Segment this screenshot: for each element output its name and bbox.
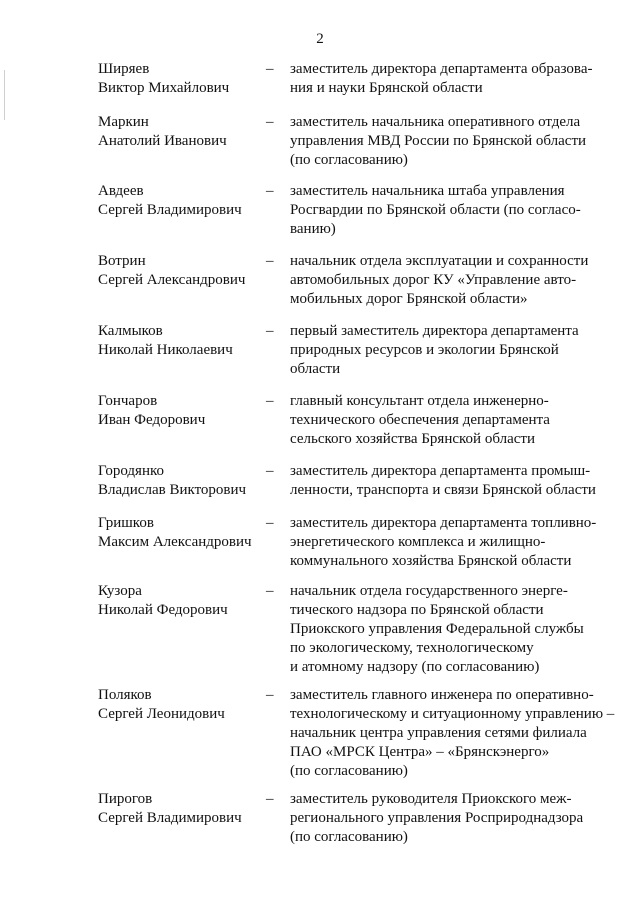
- member-given-name: Анатолий Иванович: [98, 133, 227, 149]
- member-given-name: Сергей Александрович: [98, 272, 246, 288]
- position-line: энергетического комплекса и жилищно-: [290, 534, 546, 550]
- member-position: [290, 790, 610, 847]
- separator-dash: –: [266, 393, 274, 409]
- member-surname: Гришков: [98, 515, 154, 531]
- member-name: [98, 322, 268, 360]
- separator-dash: –: [266, 687, 274, 703]
- position-line: Росгвардии по Брянской области (по согласо-: [290, 202, 581, 218]
- position-line: технического обеспечения департамента: [290, 412, 550, 428]
- position-line: заместитель начальника оперативного отдела: [290, 114, 581, 130]
- member-position: [290, 113, 610, 170]
- member-name: [98, 686, 268, 724]
- position-line: заместитель начальника штаба управления: [290, 183, 565, 199]
- position-line: главный консультант отдела инженерно-: [290, 393, 549, 409]
- member-name: [98, 113, 268, 151]
- member-given-name: Сергей Владимирович: [98, 810, 242, 826]
- separator-dash: –: [266, 323, 274, 339]
- member-surname: Калмыков: [98, 323, 163, 339]
- position-line: регионального управления Росприроднадзора: [290, 810, 584, 826]
- member-position: [290, 252, 610, 309]
- position-line: автомобильных дорог КУ «Управление авто-: [290, 272, 577, 288]
- member-surname: Вотрин: [98, 253, 146, 269]
- member-name: [98, 182, 268, 220]
- member-surname: Городянко: [98, 463, 165, 479]
- position-line: технологическому и ситуационному управлению –: [290, 706, 615, 722]
- position-line: начальник центра управления сетями филиала: [290, 725, 587, 741]
- member-given-name: Виктор Михайлович: [98, 80, 230, 96]
- position-line: коммунального хозяйства Брянской области: [290, 553, 572, 569]
- separator-dash: –: [266, 583, 274, 599]
- separator-dash: –: [266, 61, 274, 77]
- position-line: управления МВД России по Брянской области: [290, 133, 587, 149]
- member-surname: Пирогов: [98, 791, 153, 807]
- member-surname: Авдеев: [98, 183, 144, 199]
- member-name: [98, 462, 268, 500]
- position-line: (по согласованию): [290, 763, 408, 779]
- member-surname: Кузора: [98, 583, 142, 599]
- member-position: [290, 392, 610, 449]
- position-line: природных ресурсов и экологии Брянской: [290, 342, 559, 358]
- position-line: заместитель руководителя Приокского меж-: [290, 791, 572, 807]
- position-line: первый заместитель директора департамента: [290, 323, 579, 339]
- member-given-name: Максим Александрович: [98, 534, 252, 550]
- position-line: ния и науки Брянской области: [290, 80, 483, 96]
- page-number: 2: [316, 31, 324, 47]
- separator-dash: –: [266, 253, 274, 269]
- position-line: (по согласованию): [290, 829, 408, 845]
- position-line: тического надзора по Брянской области: [290, 602, 544, 618]
- position-line: мобильных дорог Брянской области»: [290, 291, 528, 307]
- member-name: [98, 252, 268, 290]
- position-line: ПАО «МРСК Центра» – «Брянскэнерго»: [290, 744, 550, 760]
- separator-dash: –: [266, 791, 274, 807]
- position-line: (по согласованию): [290, 152, 408, 168]
- member-given-name: Сергей Леонидович: [98, 706, 225, 722]
- member-given-name: Николай Федорович: [98, 602, 228, 618]
- position-line: Приокского управления Федеральной службы: [290, 621, 584, 637]
- position-line: и атомному надзору (по согласованию): [290, 659, 540, 675]
- member-position: [290, 182, 610, 239]
- member-position: [290, 686, 615, 781]
- position-line: ленности, транспорта и связи Брянской области: [290, 482, 596, 498]
- member-given-name: Иван Федорович: [98, 412, 206, 428]
- member-surname: Гончаров: [98, 393, 158, 409]
- separator-dash: –: [266, 114, 274, 130]
- member-surname: Маркин: [98, 114, 149, 130]
- member-surname: Ширяев: [98, 61, 150, 77]
- member-surname: Поляков: [98, 687, 152, 703]
- position-line: заместитель директора департамента образова-: [290, 61, 593, 77]
- member-name: [98, 514, 268, 552]
- member-given-name: Сергей Владимирович: [98, 202, 242, 218]
- member-position: [290, 514, 610, 571]
- separator-dash: –: [266, 515, 274, 531]
- member-name: [98, 60, 268, 98]
- position-line: заместитель директора департамента топливно-: [290, 515, 597, 531]
- separator-dash: –: [266, 183, 274, 199]
- member-name: [98, 582, 268, 620]
- member-name: [98, 790, 268, 828]
- position-line: начальник отдела государственного энерге-: [290, 583, 568, 599]
- position-line: ванию): [290, 221, 336, 237]
- member-name: [98, 392, 268, 430]
- member-position: [290, 582, 610, 677]
- member-position: [290, 322, 610, 379]
- member-position: [290, 60, 610, 98]
- position-line: начальник отдела эксплуатации и сохранности: [290, 253, 589, 269]
- position-line: сельского хозяйства Брянской области: [290, 431, 535, 447]
- member-position: [290, 462, 610, 500]
- separator-dash: –: [266, 463, 274, 479]
- position-line: по экологическому, технологическому: [290, 640, 534, 656]
- member-given-name: Владислав Викторович: [98, 482, 247, 498]
- position-line: заместитель главного инженера по оперативно-: [290, 687, 594, 703]
- position-line: заместитель директора департамента промыш-: [290, 463, 591, 479]
- position-line: области: [290, 361, 341, 377]
- member-given-name: Николай Николаевич: [98, 342, 233, 358]
